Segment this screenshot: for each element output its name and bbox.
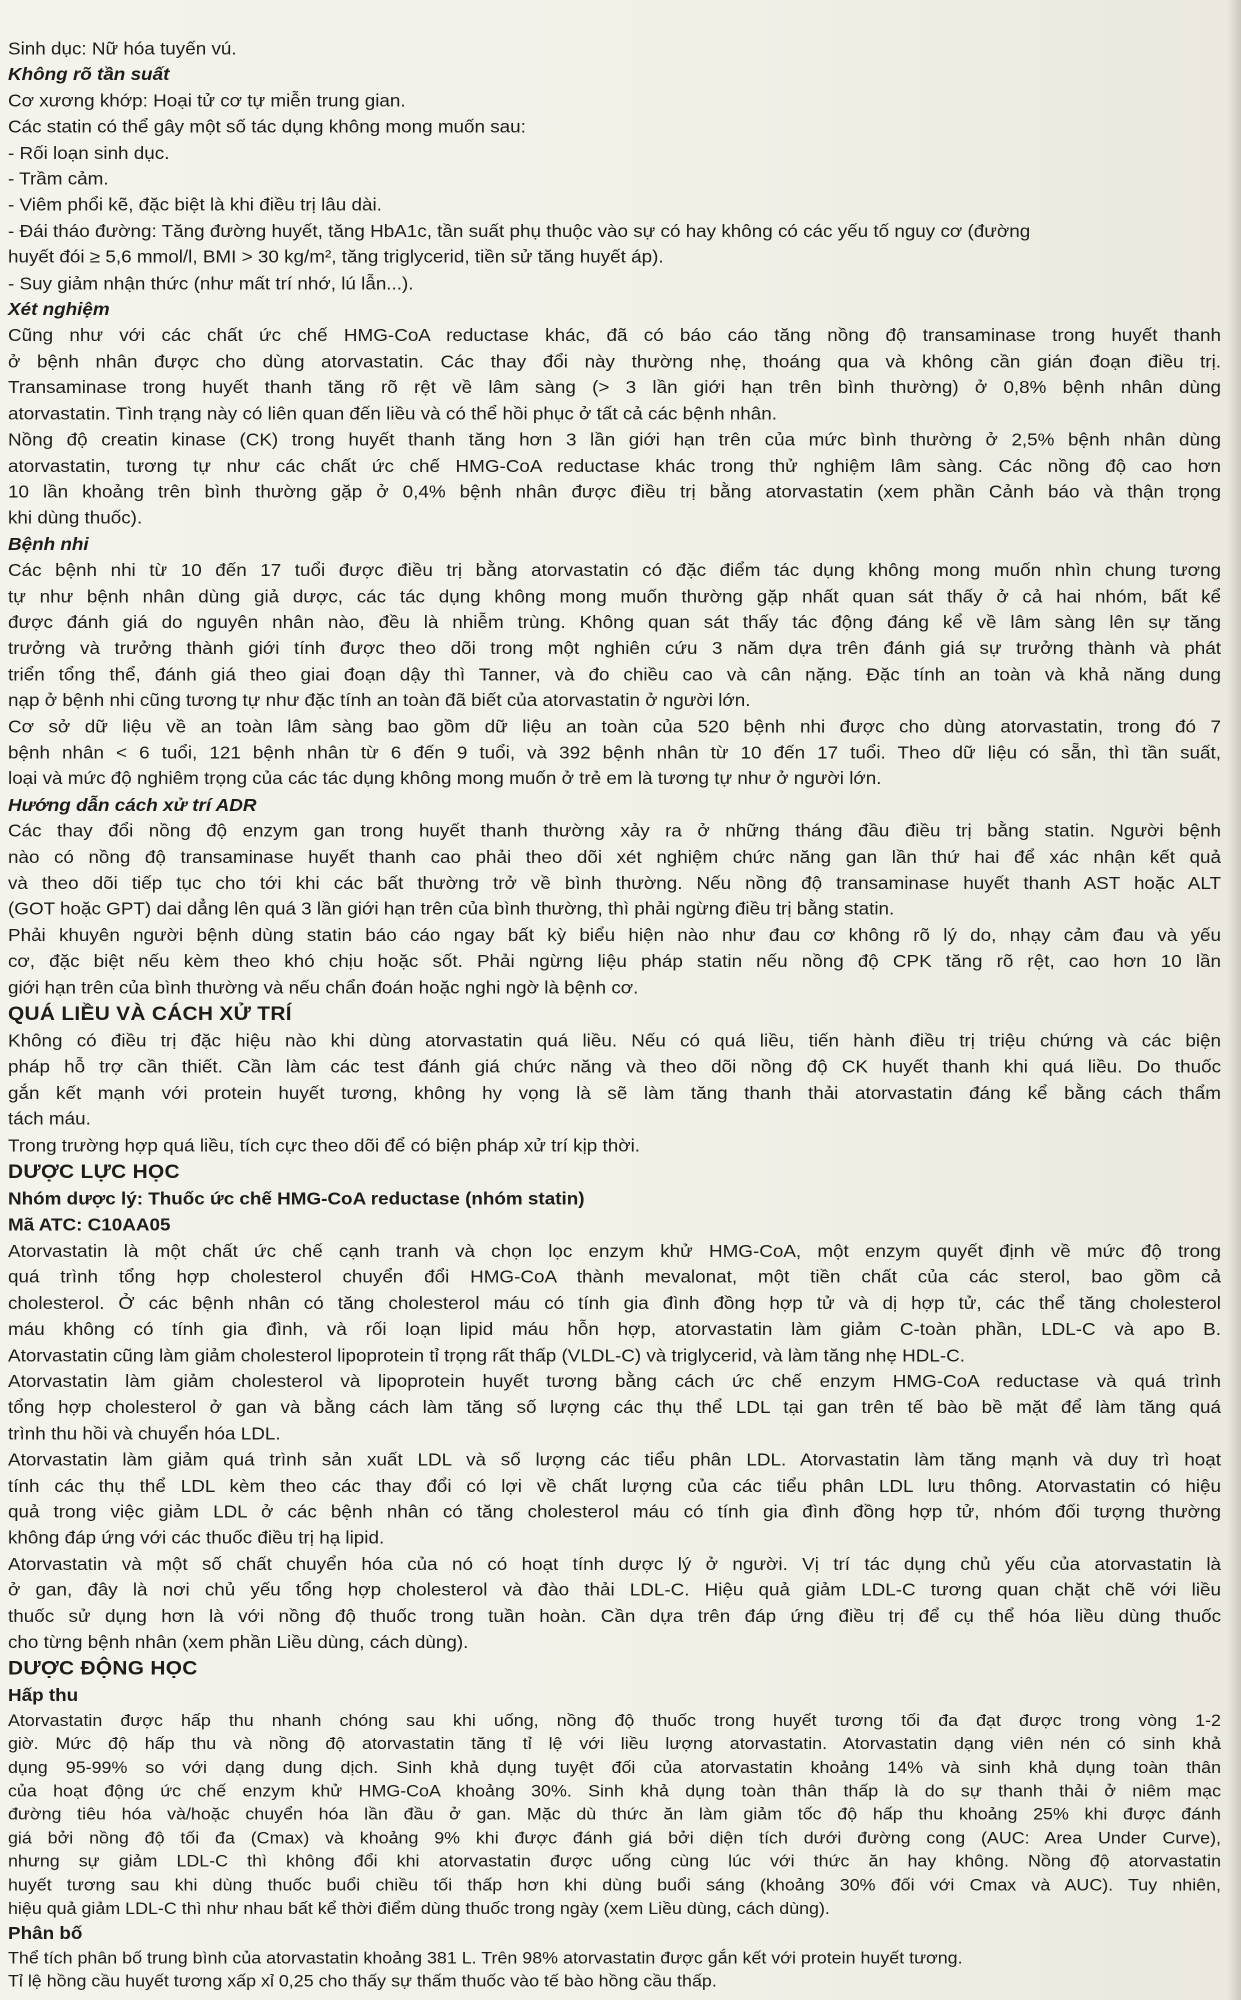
text-line: huyết tương sau khi dùng thuốc buổi chiều tối thấp hơn khi dùng buổi sáng (khoảng 30% đối với Cmax và AUC). Tuy nhiên,	[8, 1875, 1221, 1894]
section-heading: Hướng dẫn cách xử trí ADR	[8, 794, 257, 815]
text-line: triển tổng thể, đánh giá theo giai đoạn dậy thì Tanner, và đo chiều cao và cân nặng. Đặc tính an toàn và khả năng dung	[8, 664, 1221, 684]
text-line: pháp hỗ trợ cần thiết. Cần làm các test đánh giá chức năng và theo dõi nồng độ CK huyết thanh khi quá liều. Do thuốc	[8, 1057, 1221, 1077]
text-line: của hoạt động ức chế enzym khử HMG-CoA khoảng 30%. Sinh khả dụng toàn thân thấp là do sự thanh thải ở niêm mạc	[8, 1781, 1221, 1800]
text-line: tính các thụ thể LDL kèm theo các thay đổi có lợi về chất lượng của các tiểu phân LDL lưu thông. Atorvastatin có hiệu	[8, 1475, 1221, 1496]
text-line: Tỉ lệ hồng cầu huyết tương xấp xỉ 0,25 cho thấy sự thấm thuốc vào tế bào hồng cầu thấp.	[8, 1972, 717, 1991]
text-line: Atorvastatin làm giảm cholesterol và lipoprotein huyết tương bằng cách ức chế enzym HMG-CoA reductase và quá trình	[8, 1371, 1221, 1391]
text-line: bệnh nhân < 6 tuổi, 121 bệnh nhân từ 6 đến 9 tuổi, và 392 bệnh nhân từ 10 đến 17 tuổi. Theo dữ liệu có sẵn, thì tần suất,	[8, 742, 1221, 763]
text-line: quả trong việc giảm LDL ở các bệnh nhân có tăng cholesterol máu có tính gia đình đồng hợp tử, nhóm đối tượng thường	[8, 1501, 1221, 1522]
section-heading: Phân bố	[8, 1923, 83, 1943]
text-line: Phải khuyên người bệnh dùng statin báo cáo ngay bất kỳ biểu hiện nào như đau cơ không rõ lý do, nhạy cảm đau và yếu	[8, 925, 1221, 945]
text-line: atorvastatin, tương tự như các chất ức chế HMG-CoA reductase khác trong thử nghiệm lâm sàng. Các nồng độ cao hơn	[8, 455, 1221, 476]
text-line: Các thay đổi nồng độ enzym gan trong huyết thanh thường xảy ra ở những tháng đầu điều trị bằng statin. Người bệnh	[8, 821, 1221, 841]
text-line: không đáp ứng với các thuốc điều trị hạ lipid.	[8, 1527, 385, 1548]
section-heading: DƯỢC LỰC HỌC	[8, 1161, 180, 1183]
text-line: atorvastatin. Tình trạng này có liên quan đến liều và có thể hồi phục ở tất cả các bệnh nhân.	[8, 403, 777, 424]
text-line: và theo dõi tiếp tục cho tới khi các bất thường trở về bình thường. Nếu nồng độ transaminase huyết thanh AST hoặc ALT	[8, 873, 1221, 893]
text-line: Các bệnh nhi từ 10 đến 17 tuổi được điều trị bằng atorvastatin có đặc điểm tác dụng không mong muốn nhìn chung tương	[8, 560, 1221, 580]
text-line: - Đái tháo đường: Tăng đường huyết, tăng HbA1c, tần suất phụ thuộc vào sự có hay không có các yếu tố nguy cơ (đường	[8, 221, 1031, 241]
text-line: Transaminase trong huyết thanh tăng rõ rệt về lâm sàng (> 3 lần giới hạn trên bình thường) ở 0,8% bệnh nhân dùng	[8, 377, 1221, 398]
leaflet-text	[0, 36, 1221, 1994]
text-line: cơ, đặc biệt nếu kèm theo khó chịu hoặc sốt. Phải ngừng liệu pháp statin nếu nồng độ CPK tăng rõ rệt, cao hơn 10 lần	[8, 951, 1221, 971]
text-line: Không có điều trị đặc hiệu nào khi dùng atorvastatin quá liều. Nếu có quá liều, tiến hành điều trị triệu chứng và các biện	[8, 1031, 1221, 1051]
section-heading: Không rõ tần suất	[8, 64, 170, 85]
text-line: loại và mức độ nghiêm trọng của các tác dụng không mong muốn ở trẻ em là tương tự như ở người lớn.	[8, 768, 882, 789]
text-line: nào có nồng độ transaminase huyết thanh cao phải theo dõi xét nghiệm chức năng gan lần thứ hai để xác nhận kết quả	[8, 847, 1221, 867]
text-line: được đánh giá do nguyên nhân nào, đều là nhiễm trùng. Không quan sát thấy tác động đáng kể về lâm sàng lên sự tăng	[8, 612, 1221, 632]
text-line: giá bởi nồng độ tối đa (Cmax) và khoảng 9% khi được đánh giá bởi diện tích dưới đường cong (AUC: Area Under Curve),	[8, 1828, 1221, 1847]
text-line: khi dùng thuốc).	[8, 508, 143, 528]
text-line: thuốc sử dụng hơn là với nồng độ thuốc trong tuần hoàn. Cần dựa trên đáp ứng điều trị để cụ thể hóa liều dùng thuốc	[8, 1606, 1221, 1626]
text-line: Atorvastatin được hấp thu nhanh chóng sau khi uống, nồng độ thuốc trong huyết tương tối đa đạt được trong vòng 1-2	[8, 1711, 1221, 1730]
section-heading: Nhóm dược lý: Thuốc ức chế HMG-CoA reductase (nhóm statin)	[8, 1189, 585, 1209]
text-line: Atorvastatin cũng làm giảm cholesterol lipoprotein tỉ trọng rất thấp (VLDL-C) và triglycerid, và làm tăng nhẹ HDL-C.	[8, 1345, 966, 1365]
text-line: máu không có tính gia đình, và rối loạn lipid máu hỗn hợp, atorvastatin làm giảm C-toàn phần, LDL-C và apo B.	[8, 1319, 1221, 1339]
text-line: Nồng độ creatin kinase (CK) trong huyết thanh tăng hơn 3 lần giới hạn trên của mức bình thường ở 2,5% bệnh nhân dùng	[8, 429, 1221, 450]
text-line: tổng hợp cholesterol ở gan và bằng cách làm tăng số lượng các thụ thể LDL tại gan trên tế bào bề mặt để làm tăng quá	[8, 1397, 1221, 1417]
text-line: cho từng bệnh nhân (xem phần Liều dùng, cách dùng).	[8, 1632, 469, 1652]
text-line: Thể tích phân bố trung bình của atorvastatin khoảng 381 L. Trên 98% atorvastatin được gắn kết với protein huyết tương.	[8, 1948, 963, 1967]
text-line: giới hạn trên của bình thường và nếu chẩn đoán hoặc nghi ngờ là bệnh cơ.	[8, 977, 639, 997]
text-line: Sinh dục: Nữ hóa tuyến vú.	[8, 38, 237, 59]
section-heading: Mã ATC: C10AA05	[8, 1215, 171, 1235]
text-line: trình thu hồi và chuyển hóa LDL.	[8, 1423, 281, 1443]
text-line: dụng 95-99% so với dạng dung dịch. Sinh khả dụng tuyệt đối của atorvastatin khoảng 14% và sinh khả dụng toàn thân	[8, 1758, 1221, 1777]
section-heading: Hấp thu	[8, 1685, 79, 1706]
text-line: giờ. Mức độ hấp thu và nồng độ atorvastatin tăng tỉ lệ với liều lượng atorvastatin. Atorvastatin dạng viên nén có sinh khả	[8, 1734, 1221, 1753]
text-line: ở gan, đây là nơi chủ yếu tổng hợp cholesterol và đào thải LDL-C. Hiệu quả giảm LDL-C tương quan chặt chẽ với liều	[8, 1580, 1221, 1600]
text-line: huyết đói ≥ 5,6 mmol/l, BMI > 30 kg/m², tăng triglycerid, tiền sử tăng huyết áp).	[8, 247, 664, 267]
text-line: Cơ xương khớp: Hoại tử cơ tự miễn trung gian.	[8, 90, 406, 111]
text-line: nạp ở bệnh nhi cũng tương tự như đặc tính an toàn đã biết của atorvastatin ở người lớn.	[8, 690, 751, 710]
text-line: Cũng như với các chất ức chế HMG-CoA reductase khác, đã có báo cáo tăng nồng độ transaminase trong huyết thanh	[8, 325, 1221, 345]
text-line: tự như bệnh nhân dùng giả dược, các tác dụng không mong muốn thường gặp nhất quan sát thấy ở cả hai nhóm, bất kể	[8, 586, 1221, 606]
text-line: tách máu.	[8, 1109, 91, 1129]
text-line: - Viêm phổi kẽ, đặc biệt là khi điều trị lâu dài.	[8, 195, 382, 215]
section-heading: Bệnh nhi	[8, 534, 89, 554]
text-line: Atorvastatin là một chất ức chế cạnh tranh và chọn lọc enzym khử HMG-CoA, một enzym quyết định về mức độ trong	[8, 1241, 1221, 1261]
text-line: Trong trường hợp quá liều, tích cực theo dõi để có biện pháp xử trí kịp thời.	[8, 1135, 641, 1155]
text-line: cholesterol. Ở các bệnh nhân có tăng cholesterol máu có tính gia đình đồng hợp tử và dị hợp tử, các thể tăng cholesterol	[8, 1293, 1221, 1313]
section-heading: QUÁ LIỀU VÀ CÁCH XỬ TRÍ	[8, 1003, 292, 1025]
text-line: Cơ sở dữ liệu về an toàn lâm sàng bao gồm dữ liệu an toàn của 520 bệnh nhi được cho dùng atorvastatin, trong đó 7	[8, 716, 1221, 736]
text-line: đường tiêu hóa và/hoặc chuyển hóa lần đầu ở gan. Mặc dù thức ăn làm giảm tốc độ hấp thu khoảng 25% khi được đánh	[8, 1805, 1221, 1824]
text-line: nhưng sự giảm LDL-C thì không đổi khi atorvastatin được uống cùng lúc với thức ăn hay không. Nồng độ atorvastatin	[8, 1852, 1221, 1871]
text-line: Atorvastatin làm giảm quá trình sản xuất LDL và số lượng các tiểu phân LDL. Atorvastatin làm tăng mạnh và duy trì hoạt	[8, 1449, 1221, 1470]
text-line: - Rối loạn sinh dục.	[8, 143, 170, 163]
text-line: - Suy giảm nhận thức (như mất trí nhớ, lú lẫn...).	[8, 273, 414, 293]
text-line: ở bệnh nhân được cho dùng atorvastatin. Các thay đổi này thường nhẹ, thoáng qua và không cần gián đoạn điều trị.	[8, 351, 1221, 371]
text-line: 10 lần khoảng trên bình thường gặp ở 0,4% bệnh nhân được điều trị bằng atorvastatin (xem phần Cảnh báo và thận trọng	[8, 482, 1221, 502]
text-line: trưởng và trưởng thành giới tính được theo dõi trong một nghiên cứu 3 năm dựa trên đánh giá sự trưởng thành và phát	[8, 638, 1221, 658]
section-heading: DƯỢC ĐỘNG HỌC	[8, 1658, 198, 1680]
text-line: Các statin có thể gây một số tác dụng không mong muốn sau:	[8, 116, 526, 137]
text-line: - Trầm cảm.	[8, 169, 109, 189]
text-line: gắn kết mạnh với protein huyết tương, không hy vọng là sẽ làm tăng thanh thải atorvastatin đáng kể bằng cách thẩm	[8, 1083, 1221, 1103]
text-line: quá trình tổng hợp cholesterol chuyển đổi HMG-CoA thành mevalonat, một tiền chất của các sterol, bao gồm cả	[8, 1267, 1221, 1287]
text-line: Atorvastatin và một số chất chuyển hóa của nó có hoạt tính dược lý ở người. Vị trí tác dụng chủ yếu của atorvastatin là	[8, 1554, 1221, 1574]
page-edge-shadow	[1227, 0, 1241, 2000]
text-line: hiệu quả giảm LDL-C thì như nhau bất kể thời điểm dùng thuốc trong ngày (xem Liều dùng, cách dùng).	[8, 1899, 830, 1918]
section-heading: Xét nghiệm	[8, 299, 110, 319]
text-line: (GOT hoặc GPT) dai dẳng lên quá 3 lần giới hạn trên của bình thường, thì phải ngừng điều trị bằng statin.	[8, 899, 895, 919]
